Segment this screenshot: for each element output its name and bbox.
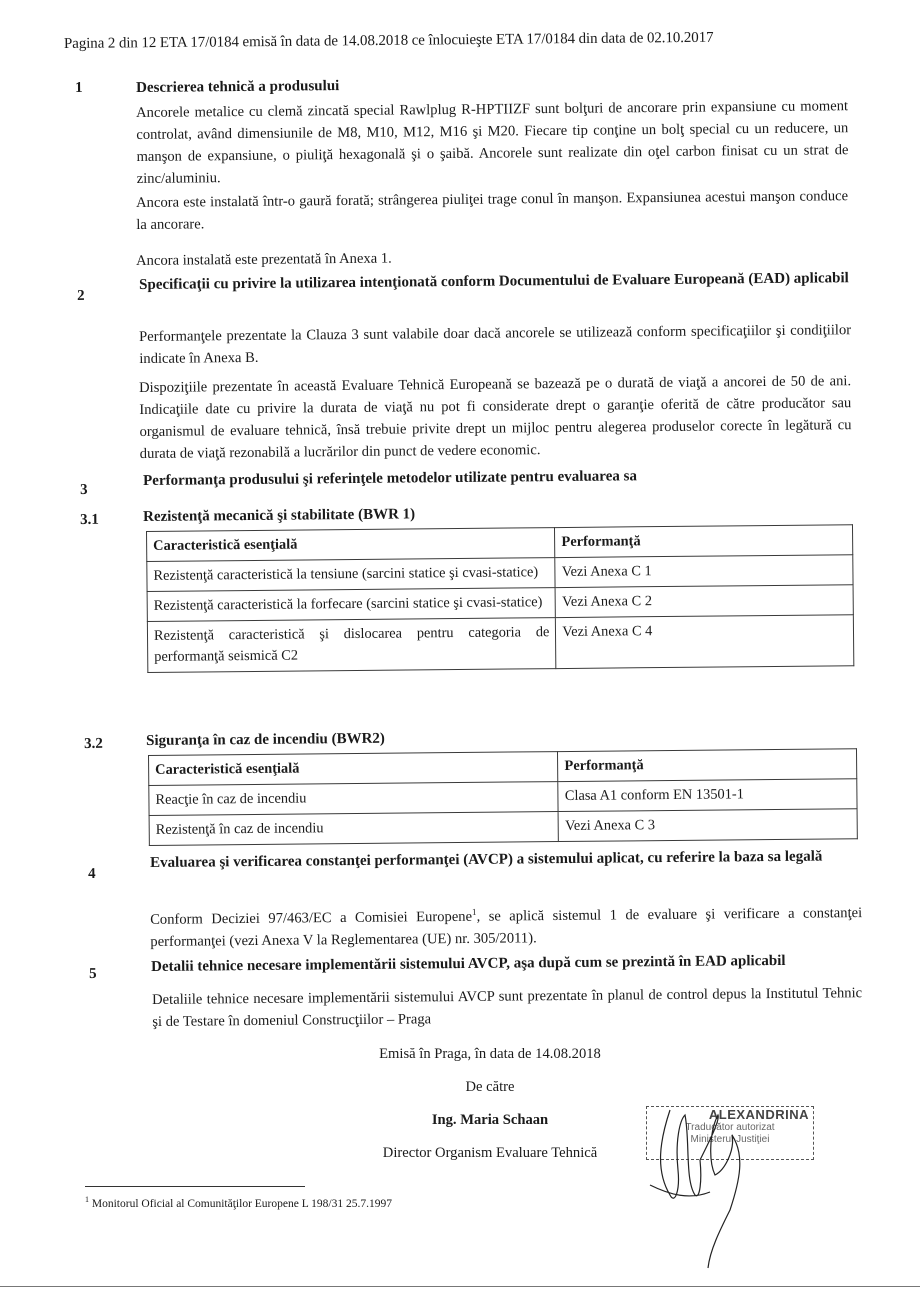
cell-performance: Vezi Anexa C 1 xyxy=(555,555,853,588)
issued-line: Emisă în Praga, în data de 14.08.2018 xyxy=(379,1046,601,1062)
column-header-performance: Performanţă xyxy=(558,749,857,782)
cell-characteristic: Rezistenţă caracteristică la tensiune (sarcini statice şi cvasi-statice) xyxy=(147,558,556,592)
section-4-text-b: , se aplică sistemul 1 de evaluare şi verificare a constanţei performanţei (vezi Anexa V la Reglementarea (UE) nr. 305/2011). xyxy=(150,905,863,950)
section-2-paragraph-2: Dispoziţiile prezentate în această Evaluare Tehnică Europeană se bazează pe o durată de viaţă a ancorei de 50 de ani. Indicaţiile date cu privire la durata de viaţă nu pot fi considerate drept o garanţie oferită de către producător sau organismul de evaluare tehnică, însă trebuie privite drept un mijloc pentru alegerea produselor corecte în legătură cu durata de viaţă rezonabilă a lucrărilor din punct de vedere economic. xyxy=(139,373,852,462)
section-5-paragraph: Detaliile tehnice necesare implementării sistemului AVCP sunt prezentate în planul de control depus la Institutul Tehnic şi de Testare în domeniul Construcţiilor – Praga xyxy=(152,985,863,1030)
signatory-role: Director Organism Evaluare Tehnică xyxy=(382,1145,598,1161)
cell-performance: Vezi Anexa C 3 xyxy=(558,809,857,842)
table-row xyxy=(147,615,853,673)
section-1-paragraph-2: Ancora este instalată într-o gaură forată; strângerea piuliţei trage conul în manşon. Expansiunea acestui manşon conduce la ancorare. xyxy=(136,188,849,233)
page-header: Pagina 2 din 12 ETA 17/0184 emisă în data de 14.08.2018 ce înlocuieşte ETA 17/0184 din data de 02.10.2017 xyxy=(63,29,714,52)
section-1-paragraph-1: Ancorele metalice cu clemă zincată special Rawlplug R-HPTIIZF sunt bolţuri de ancorare prin expansiune cu moment controlat, având dimensiunile de M8, M10, M12, M16 şi M20. Fiecare tip conţine un bolţ special cu un reducere, un manşon de expansiune, o piuliţă hexagonală şi o şaibă. Ancorele sunt realizate din oţel carbon finisat cu un strat de zinc/aluminiu. xyxy=(136,98,849,187)
stamp-name: ALEXANDRINA xyxy=(708,1107,809,1122)
cell-characteristic: Rezistenţă caracteristică la forfecare (sarcini statice şi cvasi-statice) xyxy=(147,588,556,622)
table-mechanical-resistance xyxy=(146,524,854,673)
section-2-title: Specificaţii cu privire la utilizarea intenţionată conform Documentului de Evaluare Europeană (EAD) aplicabil xyxy=(139,270,849,293)
section-1-title: Descrierea tehnică a produsului xyxy=(136,78,340,96)
column-header-characteristic: Caracteristică esenţială xyxy=(147,528,556,562)
cell-performance: Clasa A1 conform EN 13501-1 xyxy=(558,779,857,812)
table-row xyxy=(149,809,857,846)
footnote xyxy=(85,1195,392,1210)
subsection-3-1-title: Rezistenţă mecanică şi stabilitate (BWR 1) xyxy=(143,506,416,525)
cell-characteristic: Reacţie în caz de incendiu xyxy=(149,782,559,816)
cell-performance: Vezi Anexa C 2 xyxy=(555,585,853,618)
section-4-number: 4 xyxy=(88,865,96,882)
signature-block xyxy=(300,1043,680,1164)
footnote-marker: 1 xyxy=(85,1195,89,1204)
page-bottom-edge xyxy=(0,1286,920,1287)
section-1-number: 1 xyxy=(75,79,83,96)
cell-characteristic: Rezistenţă caracteristică şi dislocarea pentru categoria de performanţă seismică C2 xyxy=(147,618,556,673)
signatory-name: Ing. Maria Schaan xyxy=(431,1112,549,1128)
cell-characteristic: Rezistenţă în caz de incendiu xyxy=(149,812,559,846)
section-2-paragraph-1: Performanţele prezentate la Clauza 3 sunt valabile doar dacă ancorele se utilizează conform specificaţiilor şi condiţiilor indicate în Anexa B. xyxy=(139,322,852,367)
section-4-title: Evaluarea şi verificarea constanţei performanţei (AVCP) a sistemului aplicat, cu referire la baza sa legală xyxy=(150,848,823,871)
subsection-3-1-number: 3.1 xyxy=(80,511,99,528)
table-fire-safety xyxy=(148,748,858,846)
subsection-3-2-number: 3.2 xyxy=(84,735,103,752)
column-header-performance: Performanţă xyxy=(555,525,853,558)
footnote-text: Monitorul Oficial al Comunităţilor Europene L 198/31 25.7.1997 xyxy=(91,1197,392,1210)
section-4-text-a: Conform Deciziei 97/463/EC a Comisiei Europene xyxy=(150,908,473,928)
section-3-title: Performanţa produsului şi referinţele metodelor utilizate pentru evaluarea sa xyxy=(143,468,637,489)
section-5-title: Detalii tehnice necesare implementării sistemului AVCP, aşa după cum se prezintă în EAD aplicabil xyxy=(151,952,786,975)
section-4-paragraph xyxy=(150,897,862,953)
stamp-line-1: Traducător autorizat xyxy=(685,1122,775,1133)
handwritten-signature-icon xyxy=(640,1100,820,1270)
section-2-number: 2 xyxy=(77,287,85,304)
subsection-3-2-title: Siguranţa în caz de incendiu (BWR2) xyxy=(146,730,385,749)
stamp-line-2: Ministerul Justiţiei xyxy=(690,1134,770,1145)
cell-performance: Vezi Anexa C 4 xyxy=(556,615,854,669)
section-5-number: 5 xyxy=(89,965,97,982)
footnote-separator xyxy=(85,1186,305,1187)
section-1-paragraph-3: Ancora instalată este prezentată în Anexa 1. xyxy=(136,250,392,269)
section-3-number: 3 xyxy=(80,481,88,498)
column-header-characteristic: Caracteristică esenţială xyxy=(149,752,559,786)
by-line: De către xyxy=(465,1079,515,1095)
footnote-reference: 1 xyxy=(471,906,477,917)
